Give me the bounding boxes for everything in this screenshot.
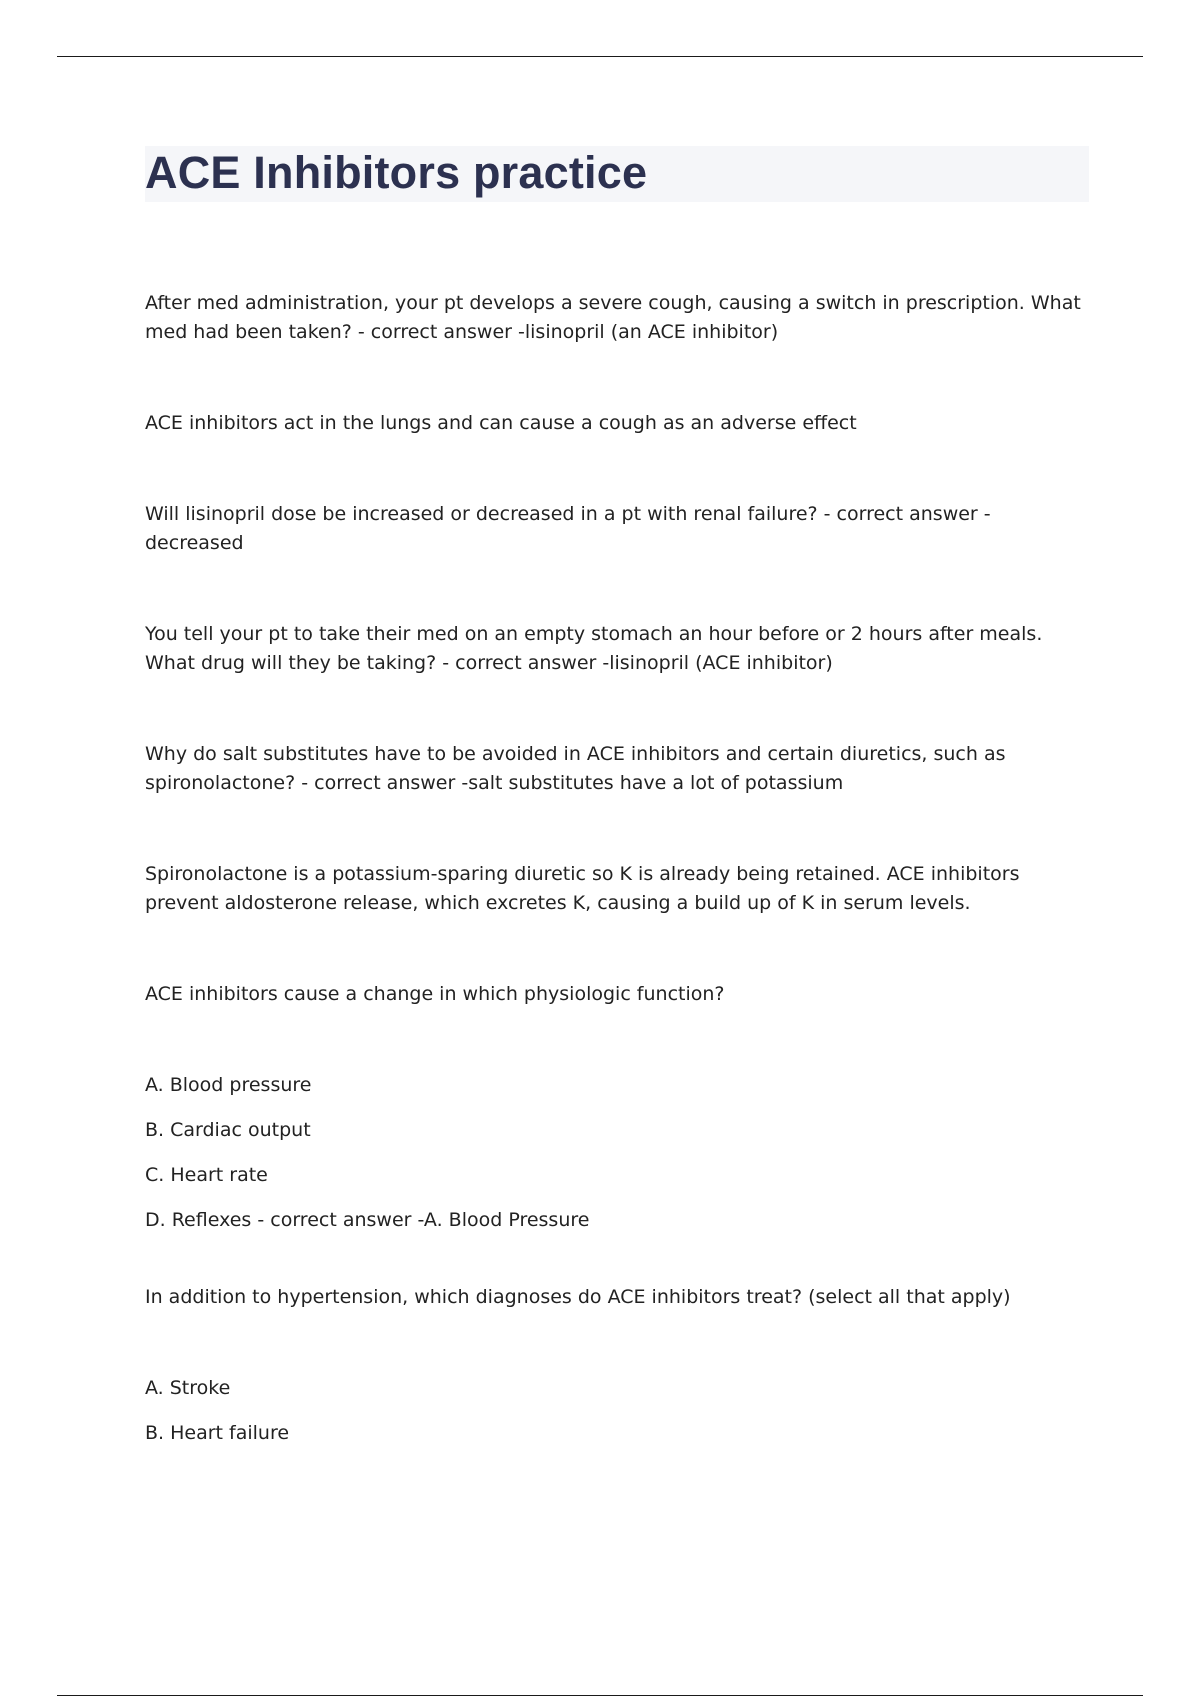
top-rule [57, 56, 1143, 57]
paragraph-5: Why do salt substitutes have to be avoided in ACE inhibitors and certain diuretics, such as spironolactone? - correct answer -salt substitutes have a lot of potassium [145, 743, 1006, 794]
option-c: C. Heart rate [145, 1164, 268, 1186]
question-2-options [145, 1374, 1085, 1448]
paragraph-4: You tell your pt to take their med on an empty stomach an hour before or 2 hours after meals. What drug will they be taking? - correct answer -lisinopril (ACE inhibitor) [145, 623, 1043, 674]
paragraph-3: Will lisinopril dose be increased or decreased in a pt with renal failure? - correct answer -decreased [145, 503, 991, 554]
option-a: A. Blood pressure [145, 1074, 312, 1096]
option-a: A. Stroke [145, 1377, 231, 1399]
bottom-rule [57, 1695, 1143, 1696]
paragraph-1: After med administration, your pt develops a severe cough, causing a switch in prescription. What med had been taken? - correct answer -lisinopril (an ACE inhibitor) [145, 292, 1081, 343]
page-title: ACE Inhibitors practice [145, 147, 648, 198]
paragraph-2: ACE inhibitors act in the lungs and can cause a cough as an adverse effect [145, 412, 857, 434]
option-b: B. Heart failure [145, 1422, 290, 1444]
paragraph-7: ACE inhibitors cause a change in which physiologic function? [145, 983, 725, 1005]
option-d: D. Reflexes - correct answer -A. Blood Pressure [145, 1209, 590, 1231]
question-2: In addition to hypertension, which diagnoses do ACE inhibitors treat? (select all that apply) [145, 1286, 1011, 1308]
question-1-options [145, 1071, 1085, 1235]
paragraph-6: Spironolactone is a potassium-sparing diuretic so K is already being retained. ACE inhibitors prevent aldosterone release, which excretes K, causing a build up of K in serum levels. [145, 863, 1020, 914]
document-body [145, 289, 1085, 1464]
option-b: B. Cardiac output [145, 1119, 311, 1141]
